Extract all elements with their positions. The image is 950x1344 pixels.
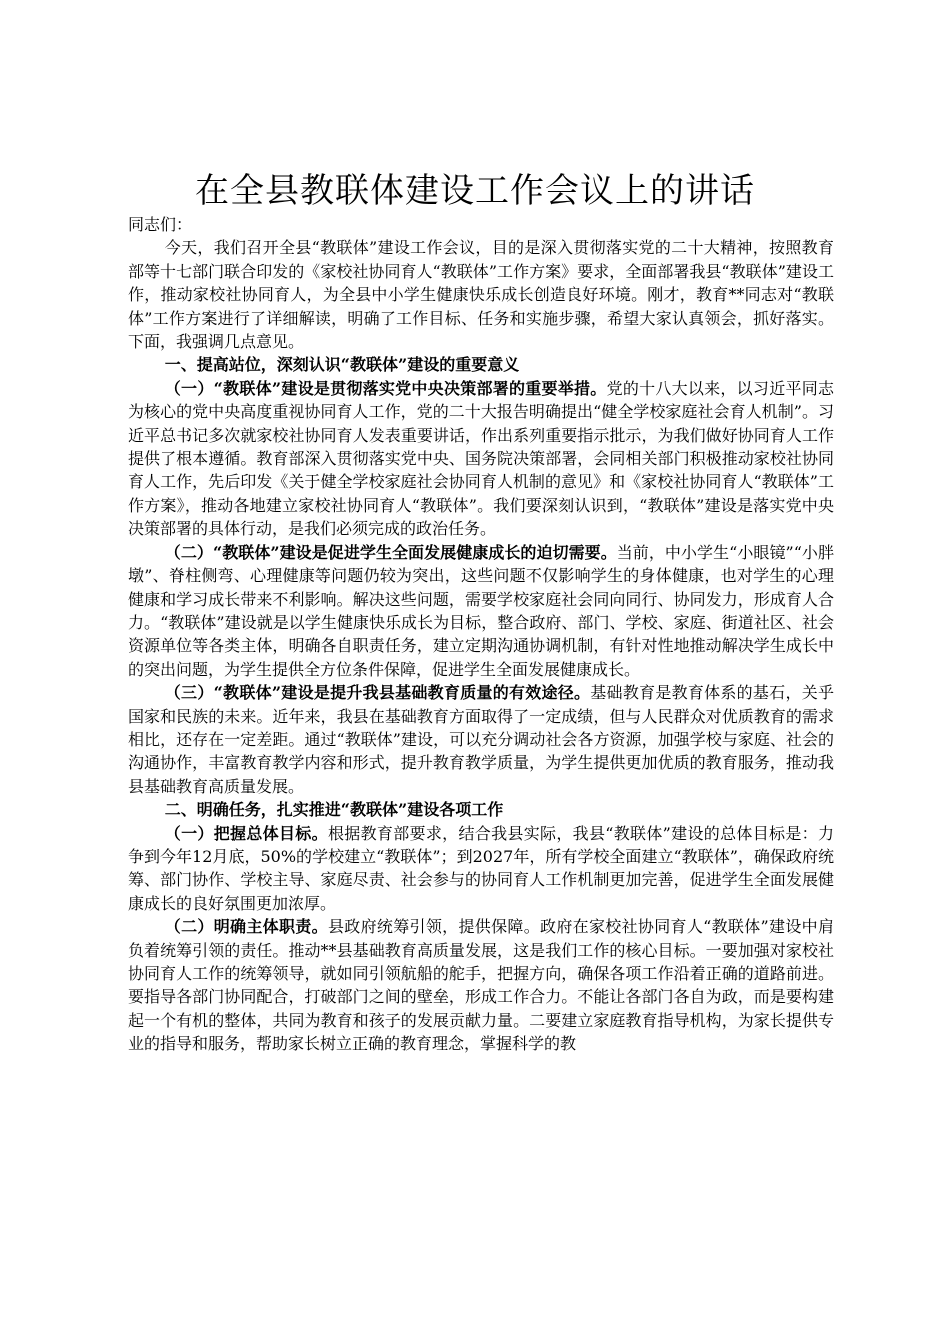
paragraph-lead: （二）“教联体”建设是促进学生全面发展健康成长的迫切需要。 [164,542,617,562]
paragraph-lead: （二）明确主体职责。 [164,917,328,937]
section-2-heading: 二、明确任务，扎实推进“教联体”建设各项工作 [164,800,504,820]
paragraph-body: 基础教育是教育体系的基石，关乎国家和民族的未来。近年来，我县在基础教育方面取得了一定成绩，但与人民群众对优质教育的需求相比，还存在一定差距。通过“教联体”建设，可以充分调动社会各方资源，加强学校与家庭、社会的沟通协作，丰富教育教学内容和形式，提升教育教学质量，为学生提供更加优质的教育服务，推动我县基础教育高质量发展。 [128,683,834,796]
paragraph-body: 党的十八大以来，以习近平同志为核心的党中央高度重视协同育人工作，党的二十大报告明确提出“健全学校家庭社会育人机制”。习近平总书记多次就家校社协同育人发表重要讲话，作出系列重要指示批示，为我们做好协同育人工作提供了根本遵循。教育部深入贯彻落实党中央、国务院决策部署，会同相关部门积极推动家校社协同育人工作，先后印发《关于健全学校家庭社会协同育人机制的意见》和《家校社协同育人“教联体”工作方案》，推动各地建立家校社协同育人“教联体”。我们要深刻认识到，“教联体”建设是落实党中央决策部署的具体行动，是我们必须完成的政治任务。 [128,378,834,539]
section-2-paragraph-2 [128,915,834,1055]
section-1-paragraph-2 [128,541,834,681]
paragraph-body: 县政府统筹引领，提供保障。政府在家校社协同育人“教联体”建设中肩负着统筹引领的责任。推动**县基础教育高质量发展，这是我们工作的核心目标。一要加强对家校社协同育人工作的统筹领导，就如同引领航船的舵手，把握方向，确保各项工作沿着正确的道路前进。要指导各部门协同配合，打破部门之间的壁垒，形成工作合力。不能让各部门各自为政，而是要构建起一个有机的整体，共同为教育和孩子的发展贡献力量。二要建立家庭教育指导机构，为家长提供专业的指导和服务，帮助家长树立正确的教育理念，掌握科学的教 [128,917,834,1054]
paragraph-body: 当前，中小学生“小眼镜”“小胖墩”、脊柱侧弯、心理健康等问题仍较为突出，这些问题不仅影响学生的身体健康，也对学生的心理健康和学习成长带来不利影响。解决这些问题，需要学校家庭社会同向同行、协同发力，形成育人合力。“教联体”建设就是以学生健康快乐成长为目标，整合政府、部门、学校、家庭、街道社区、社会资源单位等各类主体，明确各自职责任务，建立定期沟通协调机制，有针对性地推动解决学生成长中的突出问题，为学生提供全方位条件保障，促进学生全面发展健康成长。 [128,542,834,679]
salutation: 同志们： [128,215,193,234]
paragraph-body: 根据教育部要求，结合我县实际，我县“教联体”建设的总体目标是：力争到今年12月底，50%的学校建立“教联体”；到2027年，所有学校全面建立“教联体”，确保政府统筹、部门协作、学校主导、家庭尽责、社会参与的协同育人工作机制更加完善，促进学生全面发展健康成长的良好氛围更加浓厚。 [128,823,834,913]
intro-paragraph: 今天，我们召开全县“教联体”建设工作会议，目的是深入贯彻落实党的二十大精神，按照教育部等十七部门联合印发的《家校社协同育人“教联体”工作方案》要求，全面部署我县“教联体”建设工作，推动家校社协同育人，为全县中小学生健康快乐成长创造良好环境。刚才，教育**同志对“教联体”工作方案进行了详细解读，明确了工作目标、任务和实施步骤，希望大家认真领会，抓好落实。下面，我强调几点意见。 [128,238,834,352]
document-title: 在全县教联体建设工作会议上的讲话 [195,171,755,211]
section-1-paragraph-1 [128,377,834,541]
paragraph-lead: （三）“教联体”建设是提升我县基础教育质量的有效途径。 [164,683,591,703]
section-2-paragraph-1 [128,822,834,916]
document-body [128,213,834,1056]
paragraph-lead: （一）“教联体”建设是贯彻落实党中央决策部署的重要举措。 [164,378,607,398]
section-1-paragraph-3 [128,681,834,798]
paragraph-lead: （一）把握总体目标。 [164,823,328,843]
section-1-heading: 一、提高站位，深刻认识“教联体”建设的重要意义 [164,355,520,375]
